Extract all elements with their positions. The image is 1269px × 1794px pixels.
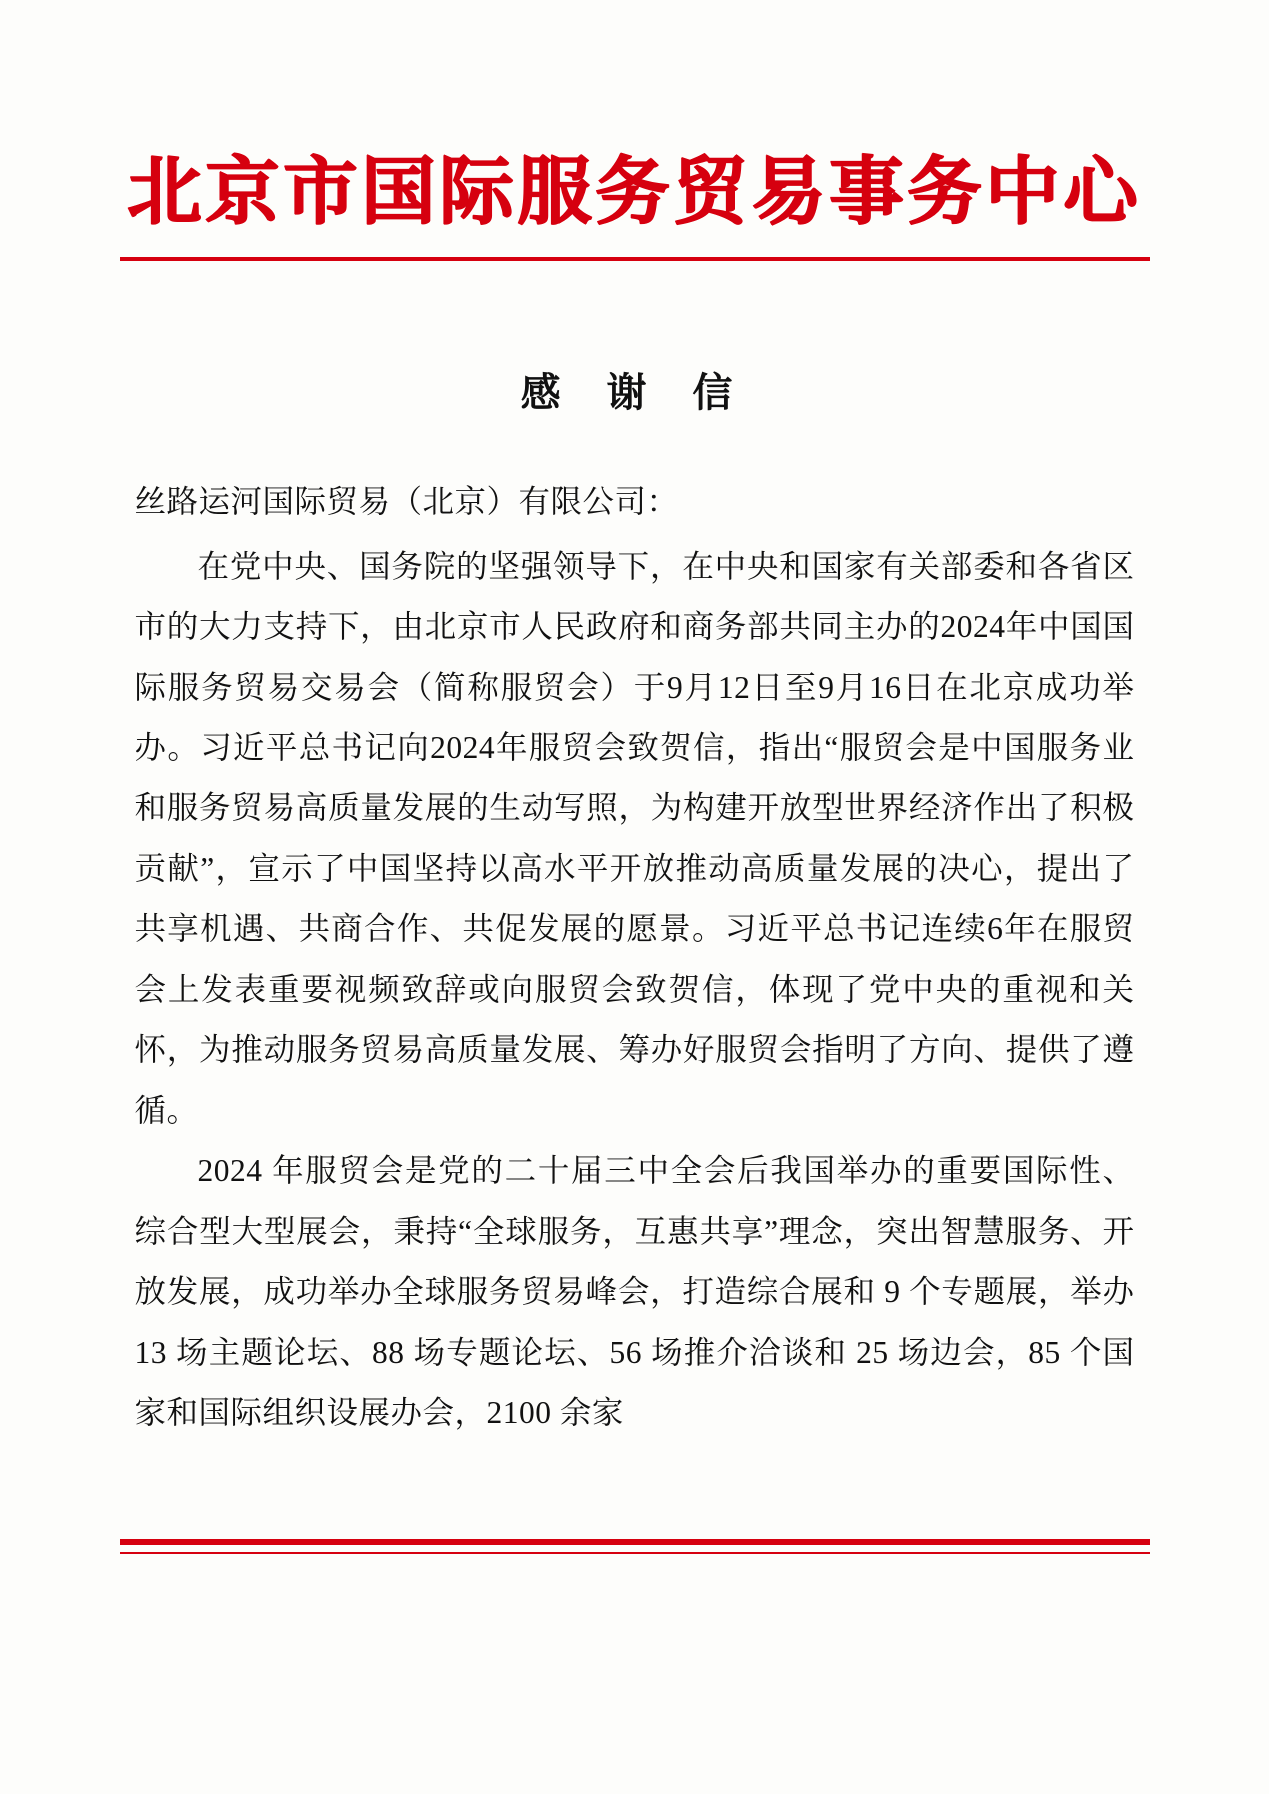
letterhead-divider-rule: [120, 257, 1150, 261]
salutation-line: 丝路运河国际贸易（北京）有限公司：: [134, 484, 679, 520]
letterhead-organization-title: 北京市国际服务贸易事务中心: [127, 149, 1142, 235]
body-paragraph-2: 2024 年服贸会是党的二十届三中全会后我国举办的重要国际性、综合型大型展会，秉持“全球服务，互惠共享”理念，突出智慧服务、开放发展，成功举办全球服务贸易峰会，打造综合展和 9 个专题展，举办 13 场主题论坛、88 场专题论坛、56 场推介洽谈和 25 场边会，85 个国家和国际组织设展办会，2100 余家: [134, 1153, 1135, 1431]
document-body: [135, 472, 1135, 1444]
letterhead: [0, 150, 1269, 261]
document-title: 感 谢 信: [520, 369, 749, 417]
body-paragraph-1: 在党中央、国务院的坚强领导下，在中央和国家有关部委和各省区市的大力支持下，由北京市人民政府和商务部共同主办的2024年中国国际服务贸易交易会（简称服贸会）于9月12日至9月16日在北京成功举办。习近平总书记向2024年服贸会致贺信，指出“服贸会是中国服务业和服务贸易高质量发展的生动写照，为构建开放型世界经济作出了积极贡献”，宣示了中国坚持以高水平开放推动高质量发展的决心，提出了共享机遇、共商合作、共促发展的愿景。习近平总书记连续6年在服贸会上发表重要视频致辞或向服贸会致贺信，体现了党中央的重视和关怀，为推动服务贸易高质量发展、筹办好服贸会指明了方向、提供了遵循。: [134, 548, 1135, 1128]
footer-rule-thin: [120, 1552, 1150, 1555]
footer-rule-thick: [120, 1539, 1150, 1545]
footer-divider: [0, 1539, 1269, 1555]
